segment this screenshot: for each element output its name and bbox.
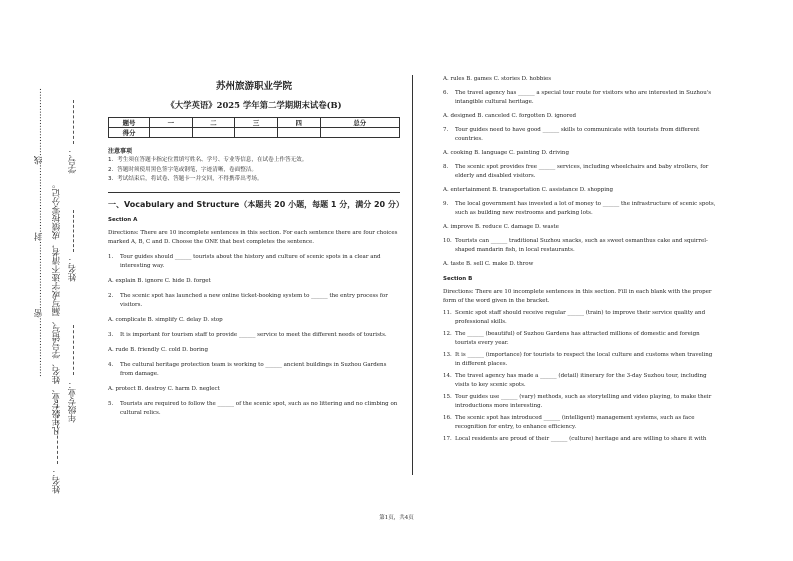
question-text: Scenic spot staff should receive regular ______ (train) to improve their service quality and professional skills.: [455, 310, 706, 325]
section-b-title: Section B: [443, 276, 473, 282]
score-cell: [320, 128, 400, 138]
question-text: Local residents are proud of their ______ (culture) heritage and are willing to share it with: [455, 436, 707, 442]
question-text: The scenic spot provides free ______ services, including wheelchairs and baby strollers, for elderly and disabled visitors.: [455, 164, 709, 179]
question-options: A. complicate B. simplify C. delay D. stop: [108, 317, 223, 324]
score-table: [108, 117, 400, 138]
question-options: A. rude B. friendly C. cold D. boring: [108, 347, 208, 354]
left-column: [108, 78, 404, 418]
question-options: A. designed B. canceled C. forgotten D. ignored: [443, 113, 577, 119]
score-cell: 四: [277, 118, 320, 128]
section-a-directions: Directions: There are 10 incomplete sentences in this section. For each sentence there are four choices marked A, B, C and D. Choose the ONE that best completes the sentence.: [108, 230, 398, 246]
separator: [108, 192, 400, 193]
question-text: The cultural heritage protection team is working to ______ ancient buildings in Suzhou Gardens from damage.: [120, 362, 387, 378]
question-options: A. explain B. ignore C. hide D. forget: [108, 278, 211, 285]
grade-major-line: [73, 325, 74, 375]
score-cell: 一: [150, 118, 193, 128]
question-number: 8.: [443, 164, 449, 170]
notes-title: 注意事项: [108, 148, 133, 155]
student-id-line: [73, 100, 74, 144]
right-column: [443, 75, 719, 444]
question-number: 10.: [443, 238, 452, 244]
seal-line: …………………密……………………封……………………线……………………: [34, 88, 44, 377]
question-text: It is important for tourism staff to provide ______ service to meet the different needs of tourists.: [120, 332, 387, 339]
question-text: Tour guides need to have good ______ skills to communicate with tourists from different countries.: [455, 127, 700, 142]
question-options: A. entertainment B. transportation C. assistance D. shopping: [443, 187, 614, 193]
question-text: The ______ (beautiful) of Suzhou Gardens has attracted millions of domestic and foreign tourists every year.: [455, 331, 700, 346]
question: [443, 351, 719, 369]
exam-title: 《大学英语》2025 学年第二学期期末试卷(B): [166, 100, 342, 110]
part1-heading: 一、Vocabulary and Structure（本题共 20 小题，每题 1 分，满分 20 分）: [108, 200, 404, 210]
score-cell: 三: [235, 118, 278, 128]
question-number: 17.: [443, 436, 452, 442]
question: [443, 330, 719, 348]
score-cell: 总分: [320, 118, 400, 128]
question-options: A. taste B. sell C. make D. throw: [443, 261, 534, 267]
score-cell: [235, 128, 278, 138]
question-text: The local government has invested a lot of money to ______ the infrastructure of scenic spots, such as building new restrooms and parking lots.: [455, 201, 716, 216]
question: [443, 372, 719, 390]
question-number: 7.: [443, 127, 449, 133]
question: [443, 309, 719, 327]
question-number: 13.: [443, 352, 452, 358]
column-divider: [412, 75, 413, 475]
question: [108, 253, 400, 271]
question-options: A. cooking B. language C. painting D. driving: [443, 150, 569, 156]
question-number: 5.: [108, 401, 114, 408]
score-cell: [192, 128, 235, 138]
score-table-header-row: [109, 118, 400, 128]
question-number: 12.: [443, 331, 452, 337]
question: [443, 237, 719, 255]
question: [443, 89, 719, 107]
student-id-label: 学号：: [68, 148, 78, 174]
question-number: 4.: [108, 362, 114, 369]
question-number: 16.: [443, 415, 452, 421]
note-item: 1．考生须在答题卡指定位置填写姓名、学号、专业等信息，在试卷上作答无效。: [108, 157, 308, 164]
left-question-list: [108, 253, 400, 418]
question-number: 14.: [443, 373, 452, 379]
question: [443, 126, 719, 144]
question-text: The travel agency has made a ______ (detail) itinerary for the 3-day Suzhou tour, including visits to key scenic spots.: [455, 373, 707, 388]
question-options: A. protect B. destroy C. harm D. neglect: [108, 386, 220, 393]
question-text: It is ______ (importance) for tourists to respect the local culture and customs when traveling in different places.: [455, 352, 713, 367]
name-label: 姓名：: [68, 256, 78, 282]
score-cell: 二: [192, 118, 235, 128]
question-number: 9.: [443, 201, 449, 207]
score-cell: 得分: [109, 128, 150, 138]
bottom-name-label: 姓名：: [52, 468, 62, 494]
question-text: The travel agency has ______ a special tour route for visitors who are interested in Suzhou's intangible cultural heritage.: [455, 90, 712, 105]
section-a-title: Section A: [108, 217, 138, 224]
question-text: Tourists are required to follow the ______ of the scenic spot, such as no littering and no climbing on cultural relics.: [120, 401, 398, 417]
question: [443, 393, 719, 411]
question-number: 3.: [108, 332, 114, 339]
question-text: The scenic spot has introduced ______ (intelligent) management systems, such as face recognition for entry, to enhance efficiency.: [455, 415, 695, 430]
note-item: 2．答题时须使用黑色签字笔或钢笔，字迹清晰，卷面整洁。: [108, 166, 257, 173]
note-item: 3．考试结束后，将试卷、答题卡一并交回，不得携带出考场。: [108, 175, 263, 182]
question: [443, 163, 719, 181]
question: [443, 435, 719, 444]
question-number: 1.: [108, 254, 114, 261]
question-options: A. rules B. games C. stories D. hobbies: [443, 76, 552, 82]
score-cell: 题号: [109, 118, 150, 128]
score-cell: [150, 128, 193, 138]
score-table-score-row: [109, 128, 400, 138]
question-options: A. improve B. reduce C. damage D. waste: [443, 224, 559, 230]
question-number: 11.: [443, 310, 452, 316]
name-line: [73, 210, 74, 252]
question-number: 15.: [443, 394, 452, 400]
question-text: Tour guides use ______ (vary) methods, such as storytelling and video playing, to make their introductions more interesting.: [455, 394, 712, 409]
question-text: Tourists can ______ traditional Suzhou snacks, such as sweet osmanthus cake and squirrel-shaped mandarin fish, in local restaurants.: [455, 238, 708, 253]
warning-text: 凡年级专业、姓名、学号错写、漏写或字迹不清者，成绩按零分记。: [52, 180, 62, 435]
question: [443, 414, 719, 432]
page-number: 第1页，共4页: [379, 515, 414, 521]
question-text: The scenic spot has launched a new online ticket-booking system to ______ the entry process for visitors.: [120, 293, 388, 309]
section-b-directions: Directions: There are 10 incomplete sentences in this section. Fill in each blank with the proper form of the word given in the bracket.: [443, 289, 712, 304]
question-number: 6.: [443, 90, 449, 96]
question: [108, 400, 400, 418]
question-text: Tour guides should ______ tourists about the history and culture of scenic spots in a clear and interesting way.: [120, 254, 381, 270]
question: [108, 361, 400, 379]
question-number: 2.: [108, 293, 114, 300]
notes: [108, 147, 400, 184]
score-cell: [277, 128, 320, 138]
question: [108, 292, 400, 310]
binding-margin: [30, 70, 100, 500]
grade-major-label: 年级专业：: [68, 380, 78, 423]
school-name: 苏州旅游职业学院: [215, 81, 292, 92]
question: [443, 200, 719, 218]
question: [108, 331, 400, 340]
bottom-name-line: [57, 400, 58, 464]
